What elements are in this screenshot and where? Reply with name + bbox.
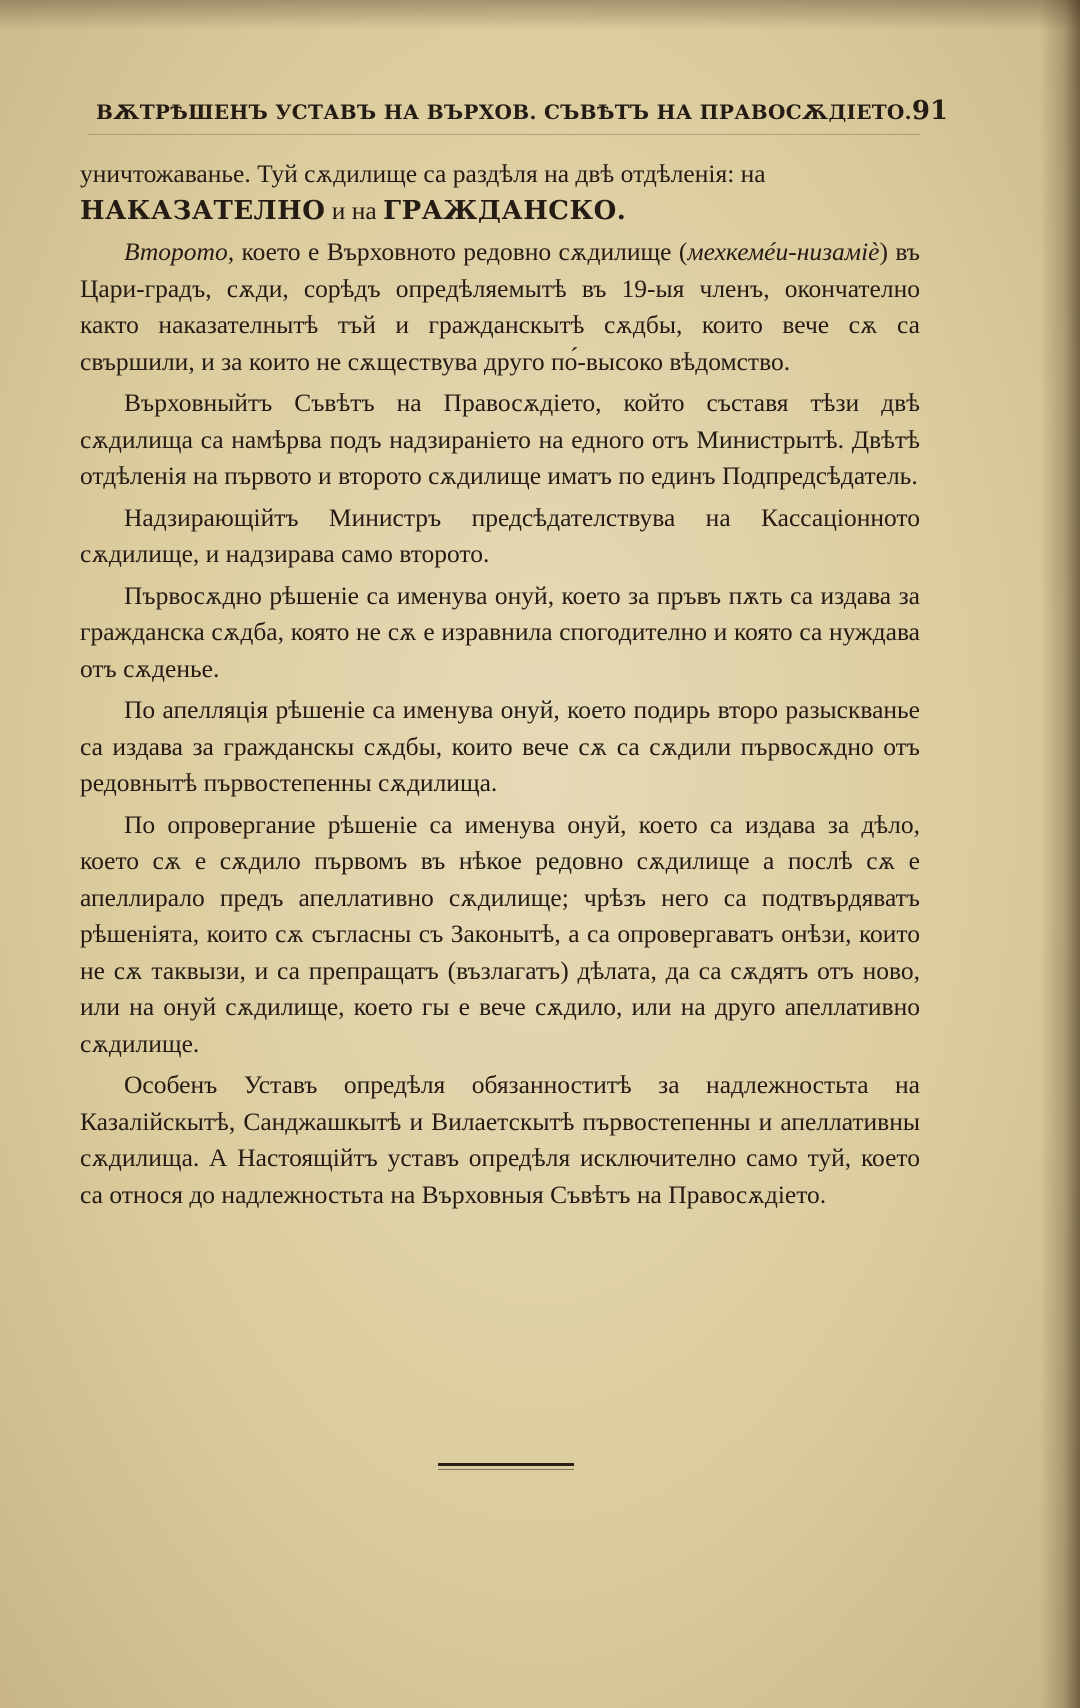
paragraph: Особенъ Уставъ опредѣля обязанноститѣ за надлежностьта на Казалійскытѣ, Санджашкытѣ и Вилаетскытѣ първостепенны и апеллативны сѫдилища. А Настоящійтъ уставъ опредѣля исключително само туй, което са относя до надлежностьта на Върховныя Съвѣтъ на Правосѫдіето. bbox=[80, 1070, 920, 1209]
paragraph: Надзирающійтъ Министръ предсѣдателствува на Кассаціонното сѫдилище, и надзирава само второто. bbox=[80, 502, 920, 568]
running-title: ВѪТРѢШЕНЪ УСТАВЪ НА ВЪРХОВ. СЪВѢТЪ НА ПРАВОСѪДІЕТО. bbox=[96, 100, 912, 124]
page-number: 91 bbox=[911, 96, 949, 126]
paragraph: Второто, което е Върховното редовно сѫдилище (мехкемéи-низамiè) въ Цари-градъ, сѫди, сорѣдъ опредѣляемытѣ въ 19-ыя членъ, окончателно както наказателнытѣ тъй и гражданскытѣ сѫдбы, които вече сѫ са свършили, и за които не сѫществува друго по́-высоко вѣдомство. bbox=[80, 237, 920, 376]
page-top-shadow bbox=[0, 0, 1080, 30]
body-text bbox=[80, 156, 920, 1218]
running-header bbox=[96, 96, 949, 126]
header-rule bbox=[88, 134, 920, 135]
paragraph: уничтожаванье. Туй сѫдилище са раздѣля на двѣ отдѣленія: на НАКАЗАТЕЛНО и на ГРАЖДАНСКО. bbox=[80, 159, 766, 226]
closing-rule bbox=[438, 1463, 574, 1466]
paragraph: По апелляція рѣшеніе са именува онуй, което подирь второ разыскванье са издава за гражданскы сѫдбы, които вече сѫ са сѫдили първосѫдно отъ редовнытѣ първостепенны сѫдилища. bbox=[80, 695, 920, 797]
paragraph: Първосѫдно рѣшеніе са именува онуй, което за пръвъ пѫть са издава за гражданска сѫдба, която не сѫ е изравнила спогодително и която са нуждава отъ сѫденье. bbox=[80, 580, 920, 683]
paragraph: По опровергание рѣшеніе са именува онуй, което са издава за дѣло, което сѫ е сѫдило първомъ въ нѣкое редовно сѫдилище а послѣ сѫ е апеллирало предъ апеллативно сѫдилище; чрѣзъ него са подтвърдяватъ рѣшеніята, които сѫ съгласны съ Законытѣ, а са опровергаватъ онѣзи, които не сѫ таквызи, и са препращатъ (възлагатъ) дѣлата, да са сѫдятъ отъ ново, или на онуй сѫдилище, което гы е вече сѫдило, или на друго апеллативно сѫдилище. bbox=[80, 809, 920, 1058]
page-binding-shadow bbox=[1040, 0, 1080, 1708]
paragraph: Върховныйтъ Съвѣтъ на Правосѫдіето, който съставя тѣзи двѣ сѫдилища са намѣрва подъ надзираніето на едного отъ Министрытѣ. Двѣтѣ отдѣленія на първото и второто сѫдилище иматъ по единъ Подпредсѣдатель. bbox=[80, 388, 920, 490]
